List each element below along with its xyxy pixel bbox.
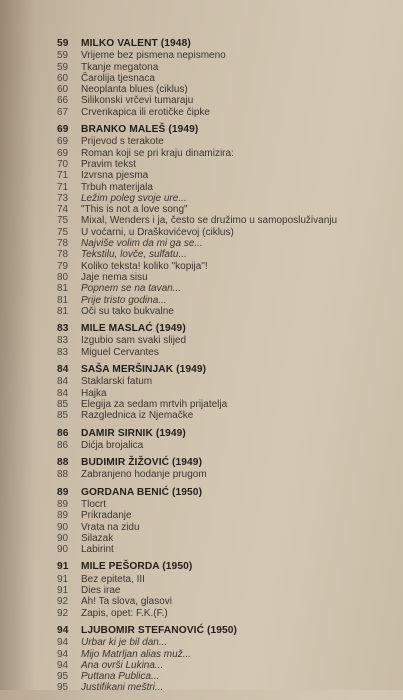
toc-section [57, 428, 397, 452]
toc-entry [57, 73, 397, 84]
page-number: 85 [57, 398, 69, 410]
toc-entry [57, 84, 397, 95]
page-number: 86 [57, 439, 69, 451]
page-number: 79 [57, 260, 69, 272]
poem-title: Ana ovrši Lukina... [81, 659, 164, 671]
poem-title: Justifikani meštri... [81, 682, 164, 694]
page-number: 81 [57, 283, 69, 295]
toc-entry [57, 388, 397, 399]
author-name: LJUBOMIR STEFANOVIĆ (1950) [81, 624, 238, 636]
toc-entry [57, 295, 397, 306]
poem-title: Silikonski vrčevi tumaraju [81, 95, 194, 107]
page-number: 75 [57, 215, 69, 227]
page-number: 81 [57, 305, 69, 317]
poem-title: Staklarski fatum [81, 376, 153, 388]
page-number: 71 [57, 170, 69, 182]
toc-entry [57, 238, 397, 249]
author-name: BRANKO MALEŠ (1949) [81, 124, 199, 136]
poem-title: Izvrsna pjesma [81, 170, 149, 182]
toc-entry [57, 193, 397, 204]
page-number: 94 [57, 648, 69, 660]
toc-entry [57, 170, 397, 181]
toc-entry [57, 469, 397, 480]
poem-title: Crvenkapica ili erotičke čipke [81, 106, 210, 118]
poem-title: Zabranjeno hodanje prugom [81, 469, 207, 481]
author-heading [57, 364, 397, 375]
toc-section [57, 487, 397, 556]
page-number: 69 [57, 147, 69, 159]
poem-title: Mixal, Wenders i ja, često se družimo u samoposluživanju [81, 215, 338, 227]
poem-title: U voćarni, u Draškovićevoj (ciklus) [81, 226, 234, 238]
toc-entry [57, 50, 397, 61]
page-number: 94 [57, 637, 69, 649]
page-number: 92 [57, 596, 69, 608]
page-number: 90 [57, 532, 69, 544]
poem-title: Oči su tako bukvalne [81, 305, 174, 317]
page-number: 60 [57, 84, 69, 96]
poem-title: Prije tristo godina... [81, 294, 167, 306]
page-number: 75 [57, 226, 69, 238]
poem-title: Prikradanje [81, 510, 132, 522]
toc-entry [57, 637, 397, 648]
page-number: 86 [57, 427, 69, 439]
page-number: 78 [57, 238, 69, 250]
page-number: 89 [57, 510, 69, 522]
page-number: 85 [57, 410, 69, 422]
author-name: MILKO VALENT (1948) [81, 38, 191, 49]
toc-entry [57, 660, 397, 671]
table-of-contents [57, 38, 397, 700]
poem-title: Tlocrt [81, 498, 106, 510]
poem-title: Dićja brojalica [81, 439, 144, 451]
toc-entry [57, 585, 397, 596]
author-heading [57, 561, 397, 572]
toc-entry [57, 440, 397, 451]
poem-title: Trbuh materijala [81, 181, 153, 193]
toc-entry [57, 682, 397, 693]
author-heading [57, 428, 397, 439]
book-gutter-shadow [0, 0, 36, 690]
poem-title: "This is not a love song" [81, 204, 188, 216]
toc-entry [57, 62, 397, 73]
toc-entry [57, 95, 397, 106]
page-number: 88 [57, 469, 69, 481]
page-number: 89 [57, 498, 69, 510]
poem-title: Hajka [81, 387, 107, 399]
poem-title: Vrijeme bez pismena nepismeno [81, 50, 226, 62]
author-name: MILE PEŠORDA (1950) [81, 561, 193, 573]
toc-entry [57, 215, 397, 226]
poem-title: Vrata na zidu [81, 521, 140, 533]
poem-title: Silazak [81, 532, 114, 544]
toc-entry [57, 159, 397, 170]
toc-entry [57, 249, 397, 260]
author-heading [57, 625, 397, 636]
toc-section [57, 364, 397, 421]
page-number: 88 [57, 457, 69, 469]
page-number: 90 [57, 544, 69, 556]
toc-entry [57, 227, 397, 238]
poem-title: Puttana Publica... [81, 671, 160, 683]
page-number: 83 [57, 335, 69, 347]
page-number: 89 [57, 486, 69, 498]
toc-entry [57, 306, 397, 317]
poem-title: Čarolija tjesnaca [81, 72, 155, 84]
poem-title: Miguel Cervantes [81, 346, 159, 358]
page-number: 91 [57, 573, 69, 585]
page-number: 74 [57, 204, 69, 216]
poem-title: Neoplanta blues (ciklus) [81, 84, 188, 96]
page-number: 92 [57, 607, 69, 619]
toc-section [57, 323, 397, 358]
poem-title: Roman koji se pri kraju dinamizira: [81, 147, 234, 159]
toc-section [57, 38, 397, 118]
toc-entry [57, 522, 397, 533]
toc-entry [57, 272, 397, 283]
page-number: 81 [57, 294, 69, 306]
poem-title: Tekstilu, lovče, sulfatu... [81, 249, 187, 261]
poem-title: Ležim poleg svoje ure... [81, 192, 187, 204]
page-number: 84 [57, 364, 69, 376]
toc-entry [57, 399, 397, 410]
page-number: 83 [57, 323, 69, 335]
toc-section [57, 625, 397, 694]
page-number: 90 [57, 521, 69, 533]
poem-title: Elegija za sedam mrtvih prijatelja [81, 398, 228, 410]
author-heading [57, 457, 397, 468]
poem-title: Jaje nema sisu [81, 271, 148, 283]
toc-entry [57, 261, 397, 272]
page-number: 83 [57, 346, 69, 358]
toc-entry [57, 499, 397, 510]
toc-entry [57, 533, 397, 544]
poem-title: Razglednica iz Njemačke [81, 410, 194, 422]
page-number: 59 [57, 50, 69, 62]
toc-entry [57, 671, 397, 682]
author-name: GORDANA BENIĆ (1950) [81, 486, 203, 498]
toc-entry [57, 204, 397, 215]
toc-entry [57, 376, 397, 387]
author-heading [57, 323, 397, 334]
page-number: 95 [57, 671, 69, 683]
poem-title: Izgubio sam svaki slijed [81, 335, 187, 347]
author-name: MILE MASLAĆ (1949) [81, 323, 186, 335]
page-number: 59 [57, 38, 69, 49]
page-number: 94 [57, 624, 69, 636]
poem-title: Dies irae [81, 585, 121, 597]
page-number: 78 [57, 249, 69, 261]
toc-entry [57, 649, 397, 660]
poem-title: Pravim tekst [81, 158, 137, 170]
page-number: 84 [57, 387, 69, 399]
toc-entry [57, 148, 397, 159]
poem-title: Popnem se na tavan... [81, 283, 182, 295]
page-number: 67 [57, 106, 69, 118]
toc-entry [57, 136, 397, 147]
page-number: 91 [57, 561, 69, 573]
toc-entry [57, 510, 397, 521]
page-number: 66 [57, 95, 69, 107]
toc-section [57, 561, 397, 618]
author-heading [57, 124, 397, 135]
toc-entry [57, 410, 397, 421]
page-number: 95 [57, 682, 69, 694]
author-name: BUDIMIR ŽIŽOVIĆ (1949) [81, 457, 203, 469]
page-number: 69 [57, 136, 69, 148]
poem-title: Najviše volim da mi ga se... [81, 238, 203, 250]
toc-entry [57, 347, 397, 358]
toc-entry [57, 335, 397, 346]
author-heading [57, 487, 397, 498]
poem-title: Ah! Ta slova, glasovi [81, 596, 172, 608]
toc-entry [57, 283, 397, 294]
author-name: SAŠA MERŠINJAK (1949) [81, 364, 207, 376]
page-number: 80 [57, 271, 69, 283]
toc-section [57, 457, 397, 481]
poem-title: Zapis, opet: F.K.(F.) [81, 607, 168, 619]
toc-entry [57, 544, 397, 555]
poem-title: Prijevod s terakote [81, 136, 164, 148]
page-number: 84 [57, 376, 69, 388]
author-name: DAMIR SIRNIK (1949) [81, 427, 186, 439]
page-number: 59 [57, 61, 69, 73]
poem-title: Bez epiteta, III [81, 573, 145, 585]
toc-section [57, 124, 397, 317]
poem-title: Urbar ki je bil dan... [81, 637, 168, 649]
page-number: 69 [57, 124, 69, 136]
page-number: 70 [57, 158, 69, 170]
poem-title: Labirint [81, 544, 114, 556]
toc-entry [57, 182, 397, 193]
page-number: 73 [57, 192, 69, 204]
poem-title: Mijo Matrljan alias muž... [81, 648, 192, 660]
page-number: 94 [57, 659, 69, 671]
toc-entry [57, 596, 397, 607]
toc-entry [57, 574, 397, 585]
page-number: 71 [57, 181, 69, 193]
page-number: 91 [57, 585, 69, 597]
page-number: 60 [57, 72, 69, 84]
author-heading [57, 38, 397, 49]
poem-title: Tkanje megatona [81, 61, 159, 73]
poem-title: Koliko teksta! koliko "kopija"! [81, 260, 208, 272]
toc-entry [57, 608, 397, 619]
toc-entry [57, 107, 397, 118]
